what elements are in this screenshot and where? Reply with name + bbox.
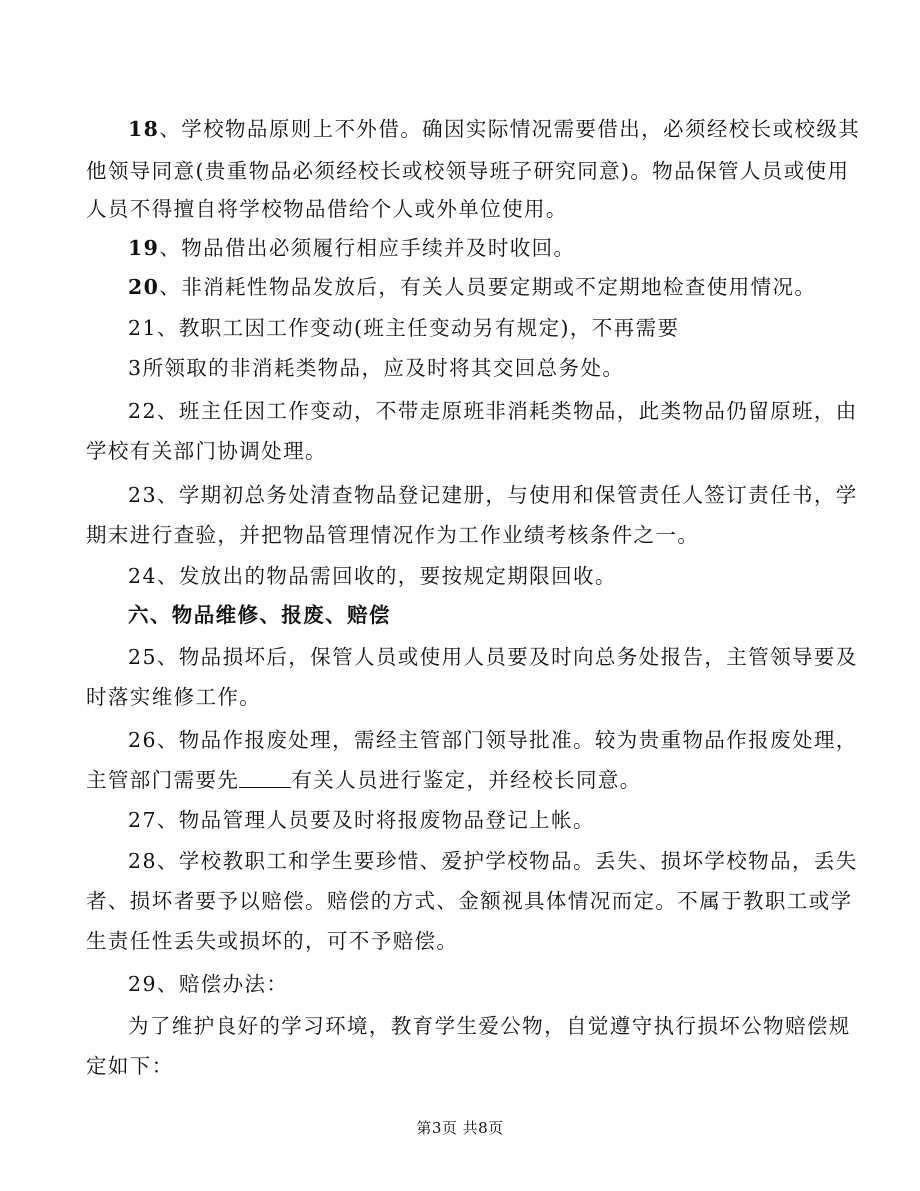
paragraph-28-line-2: 者、损坏者要予以赔偿。赔偿的方式、金额视具体情况而定。不属于教职工或学 — [86, 889, 853, 913]
item-number: 18 — [128, 117, 160, 141]
paragraph-22-line-2: 学校有关部门协调处理。 — [86, 439, 327, 463]
paragraph-text: 、学校物品原则上不外借。确因实际情况需要借出，必须经校长或校级其 — [159, 117, 861, 141]
item-number: 20 — [128, 275, 160, 299]
page-number-footer: 第3页 共8页 — [416, 1119, 504, 1137]
fill-in-blank — [239, 769, 291, 788]
paragraph-18-line-1 — [128, 115, 860, 143]
paragraph-28-line-1: 28、学校教职工和学生要珍惜、爱护学校物品。丢失、损坏学校物品，丢失 — [128, 849, 858, 873]
paragraph-21-line-2: 3所领取的非消耗类物品，应及时将其交回总务处。 — [128, 356, 625, 380]
section-heading-6: 六、物品维修、报废、赔偿 — [128, 603, 391, 627]
paragraph-27: 27、物品管理人员要及时将报废物品登记上帐。 — [128, 808, 595, 832]
paragraph-18-line-2: 他领导同意(贵重物品必须经校长或校领导班子研究同意)。物品保管人员或使用 — [86, 159, 850, 183]
paragraph-30-line-2: 定如下： — [86, 1054, 174, 1078]
paragraph-23-line-1: 23、学期初总务处清查物品登记建册，与使用和保管责任人签订责任书，学 — [128, 483, 858, 507]
paragraph-20 — [128, 273, 816, 301]
paragraph-21-line-1: 21、教职工因工作变动(班主任变动另有规定)，不再需要 — [128, 316, 680, 340]
paragraph-23-line-2: 期末进行查验，并把物品管理情况作为工作业绩考核条件之一。 — [86, 523, 700, 547]
paragraph-30-line-1: 为了维护良好的学习环境，教育学生爱公物，自觉遵守执行损坏公物赔偿规 — [128, 1014, 851, 1038]
item-number: 19 — [128, 236, 160, 260]
paragraph-26-line-2 — [86, 766, 642, 794]
paragraph-text: 、物品借出必须履行相应手续并及时收回。 — [159, 236, 576, 260]
paragraph-text: 主管部门需要先 — [86, 768, 240, 792]
paragraph-18-line-3: 人员不得擅自将学校物品借给个人或外单位使用。 — [86, 197, 568, 221]
paragraph-22-line-1: 22、班主任因工作变动，不带走原班非消耗类物品，此类物品仍留原班，由 — [128, 399, 858, 423]
paragraph-text: 有关人员进行鉴定，并经校长同意。 — [291, 768, 642, 792]
paragraph-text: 、非消耗性物品发放后，有关人员要定期或不定期地检查使用情况。 — [159, 275, 817, 299]
paragraph-19 — [128, 234, 575, 262]
paragraph-25-line-2: 时落实维修工作。 — [86, 685, 262, 709]
paragraph-26-line-1: 26、物品作报废处理，需经主管部门领导批准。较为贵重物品作报废处理， — [128, 728, 858, 752]
paragraph-25-line-1: 25、物品损坏后，保管人员或使用人员要及时向总务处报告，主管领导要及 — [128, 645, 858, 669]
paragraph-24: 24、发放出的物品需回收的，要按规定期限回收。 — [128, 564, 617, 588]
paragraph-29: 29、赔偿办法： — [128, 972, 289, 996]
paragraph-28-line-3: 生责任性丢失或损坏的，可不予赔偿。 — [86, 929, 459, 953]
